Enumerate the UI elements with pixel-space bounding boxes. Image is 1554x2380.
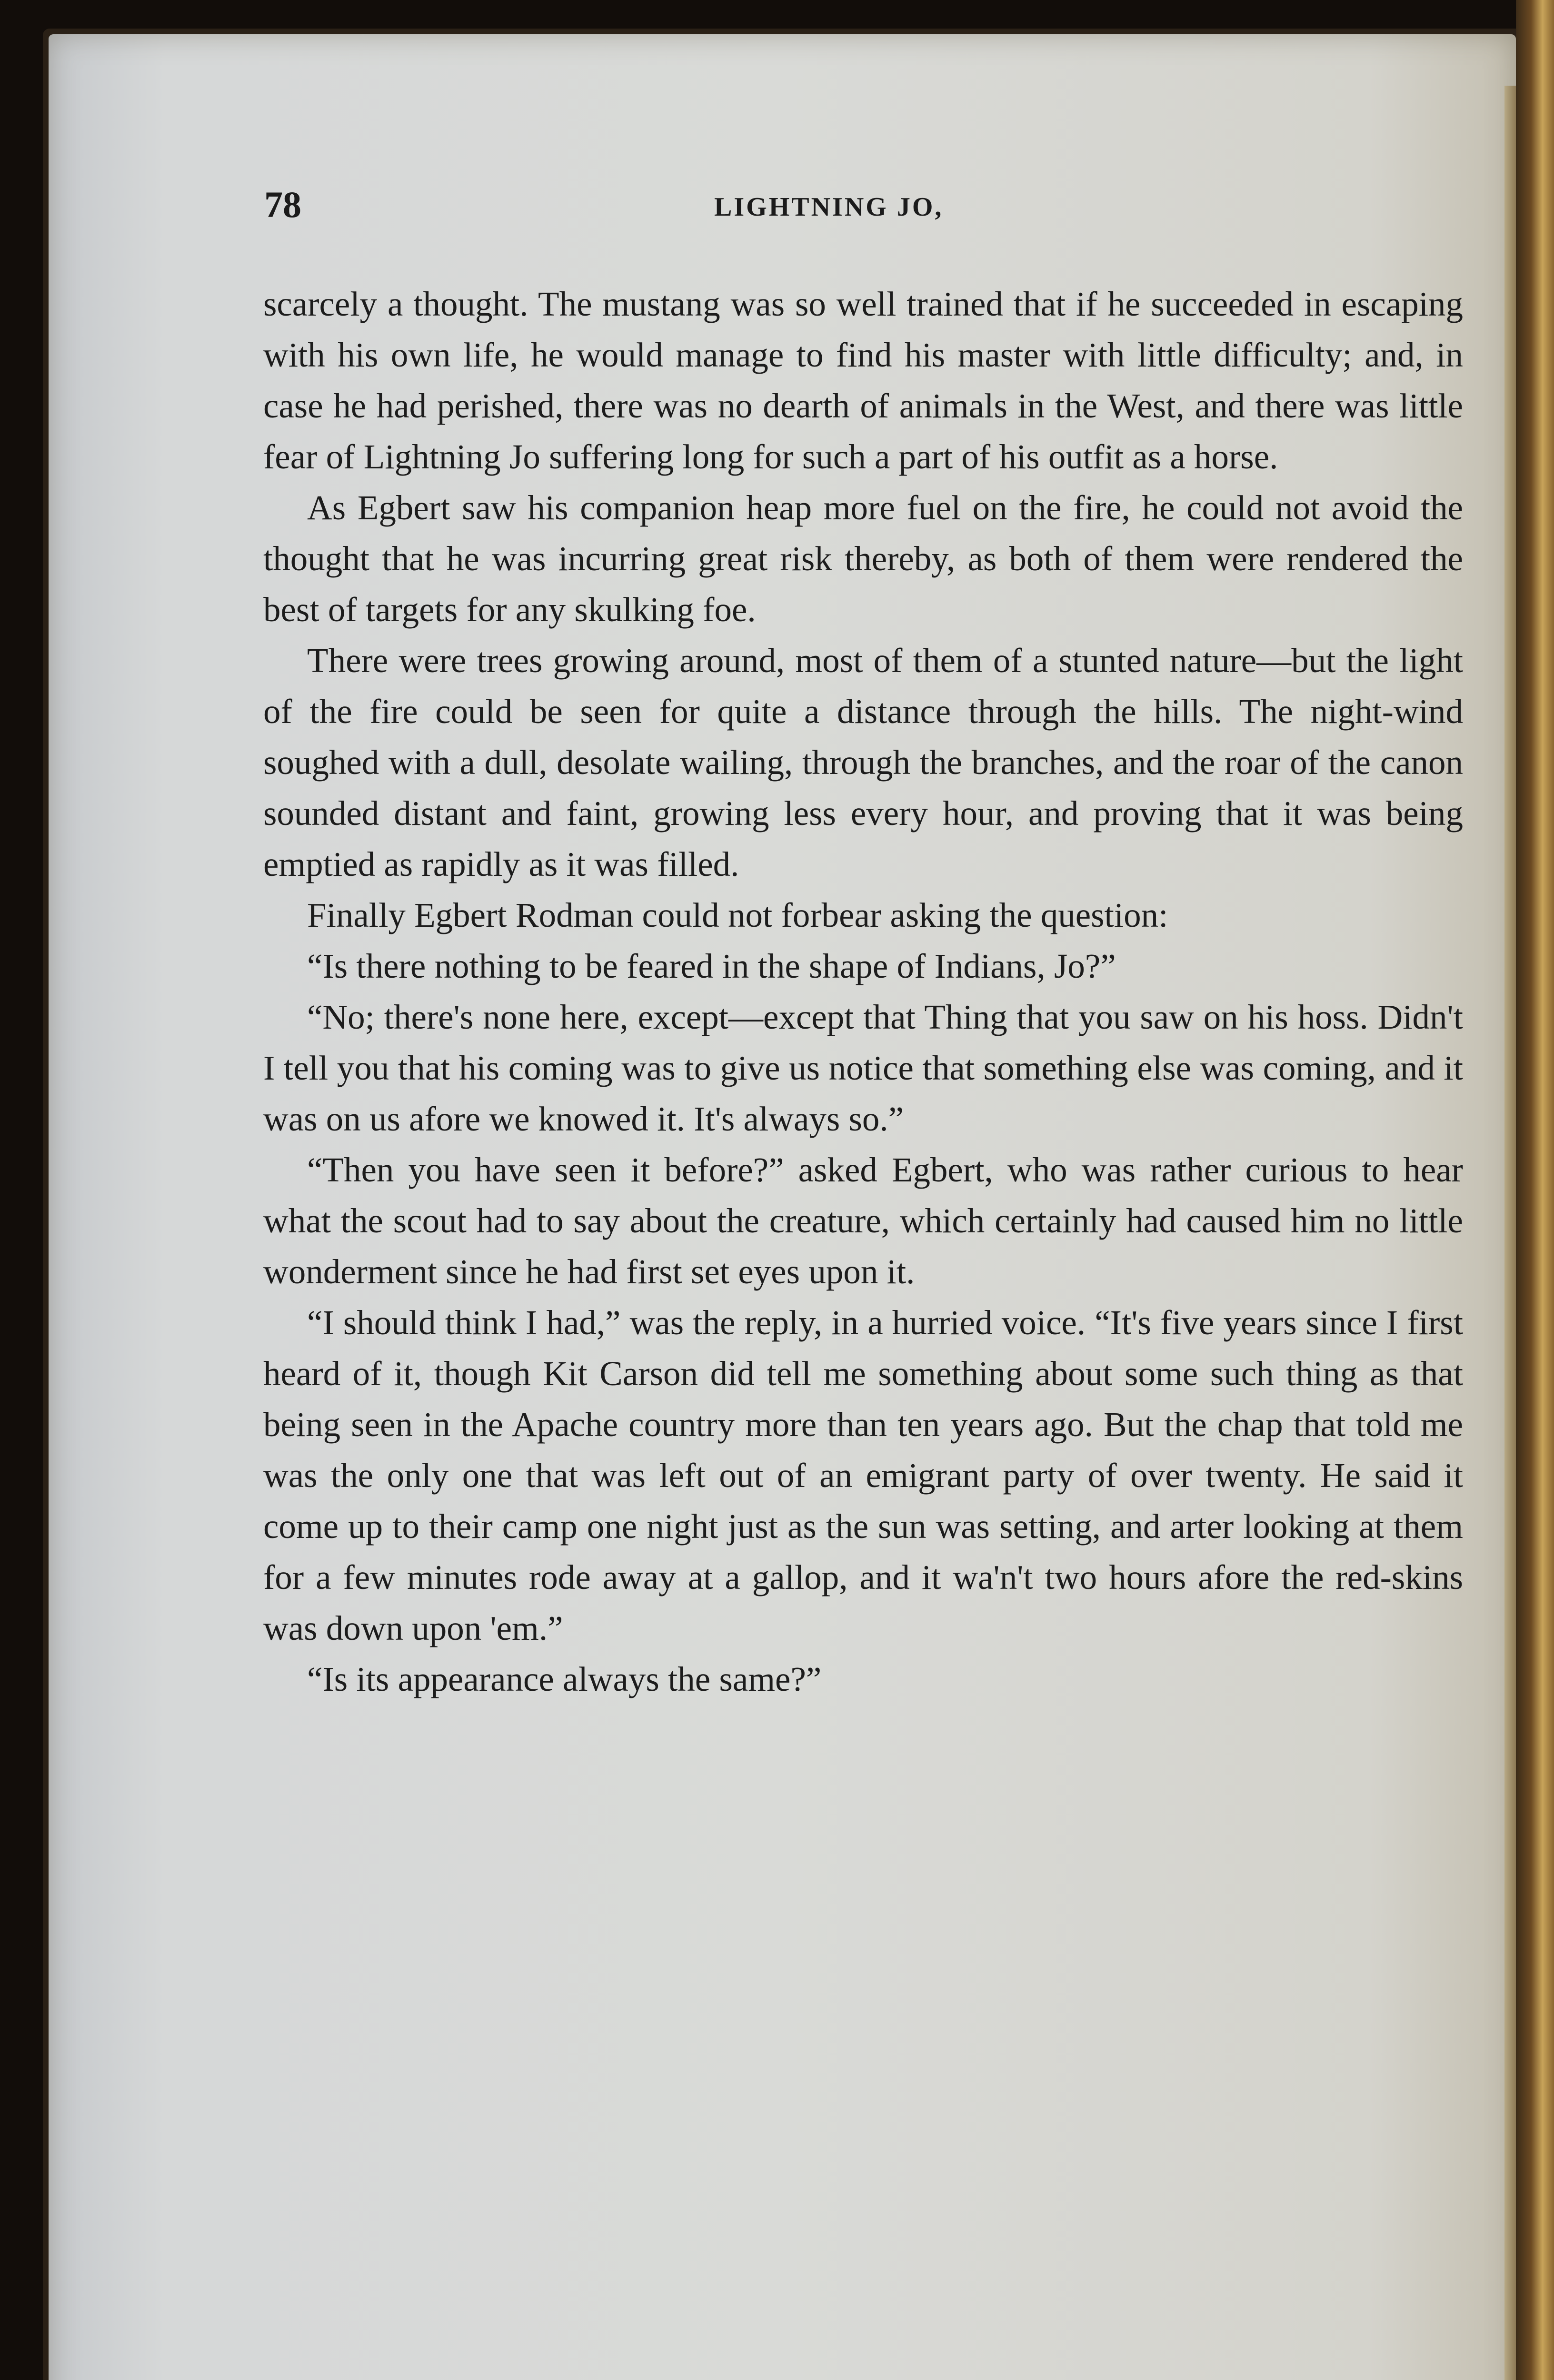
paragraph-2: As Egbert saw his companion heap more fuel on the fire, he could not avoid the thought that he was incurring great risk thereby, as both of them were rendered the best of targets for any skulking foe. <box>263 488 1463 629</box>
paragraph-9: “Is its appearance always the same?” <box>307 1660 822 1698</box>
page-number: 78 <box>264 184 301 225</box>
book-spine <box>1516 0 1554 2380</box>
paragraph-7: “Then you have seen it before?” asked Egbert, who was rather curious to hear what the scout had to say about the creature, which certainly had caused him no little wonderment since he had first set eyes upon it. <box>263 1150 1463 1291</box>
paragraph-8: “I should think I had,” was the reply, in a hurried voice. “It's five years since I first heard of it, though Kit Carson did tell me something about some such thing as that being seen in the Apache country more than ten years ago. But the chap that told me was the only one that was left out of an emigrant party of over twenty. He said it come up to their camp one night just as the sun was setting, and arter looking at them for a few minutes rode away at a gallop, and it wa'n't two hours afore the red-skins was down upon 'em.” <box>263 1303 1463 1647</box>
paragraph-3: There were trees growing around, most of them of a stunted nature—but the light of the fire could be seen for quite a distance through the hills. The night-wind soughed with a dull, desolate wailing, through the branches, and the roar of the canon sounded distant and faint, growing less every hour, and proving that it was being emptied as rapidly as it was filled. <box>263 641 1463 883</box>
running-title: LIGHTNING JO, <box>714 192 944 222</box>
paragraph-1: scarcely a thought. The mustang was so well trained that if he succeeded in escaping with his own life, he would manage to find his master with little difficulty; and, in case he had perished, there was no dearth of animals in the West, and there was little fear of Lightning Jo suffering long for such a part of his outfit as a horse. <box>263 285 1463 476</box>
paragraph-6: “No; there's none here, except—except that Thing that you saw on his hoss. Didn't I tell you that his coming was to give us notice that something else was coming, and it was on us afore we knowed it. It's always so.” <box>263 998 1463 1138</box>
body-text <box>263 278 1463 1705</box>
page-header <box>264 183 1464 231</box>
paragraph-5: “Is there nothing to be feared in the shape of Indians, Jo?” <box>307 947 1116 985</box>
paragraph-4: Finally Egbert Rodman could not forbear asking the question: <box>307 896 1168 934</box>
